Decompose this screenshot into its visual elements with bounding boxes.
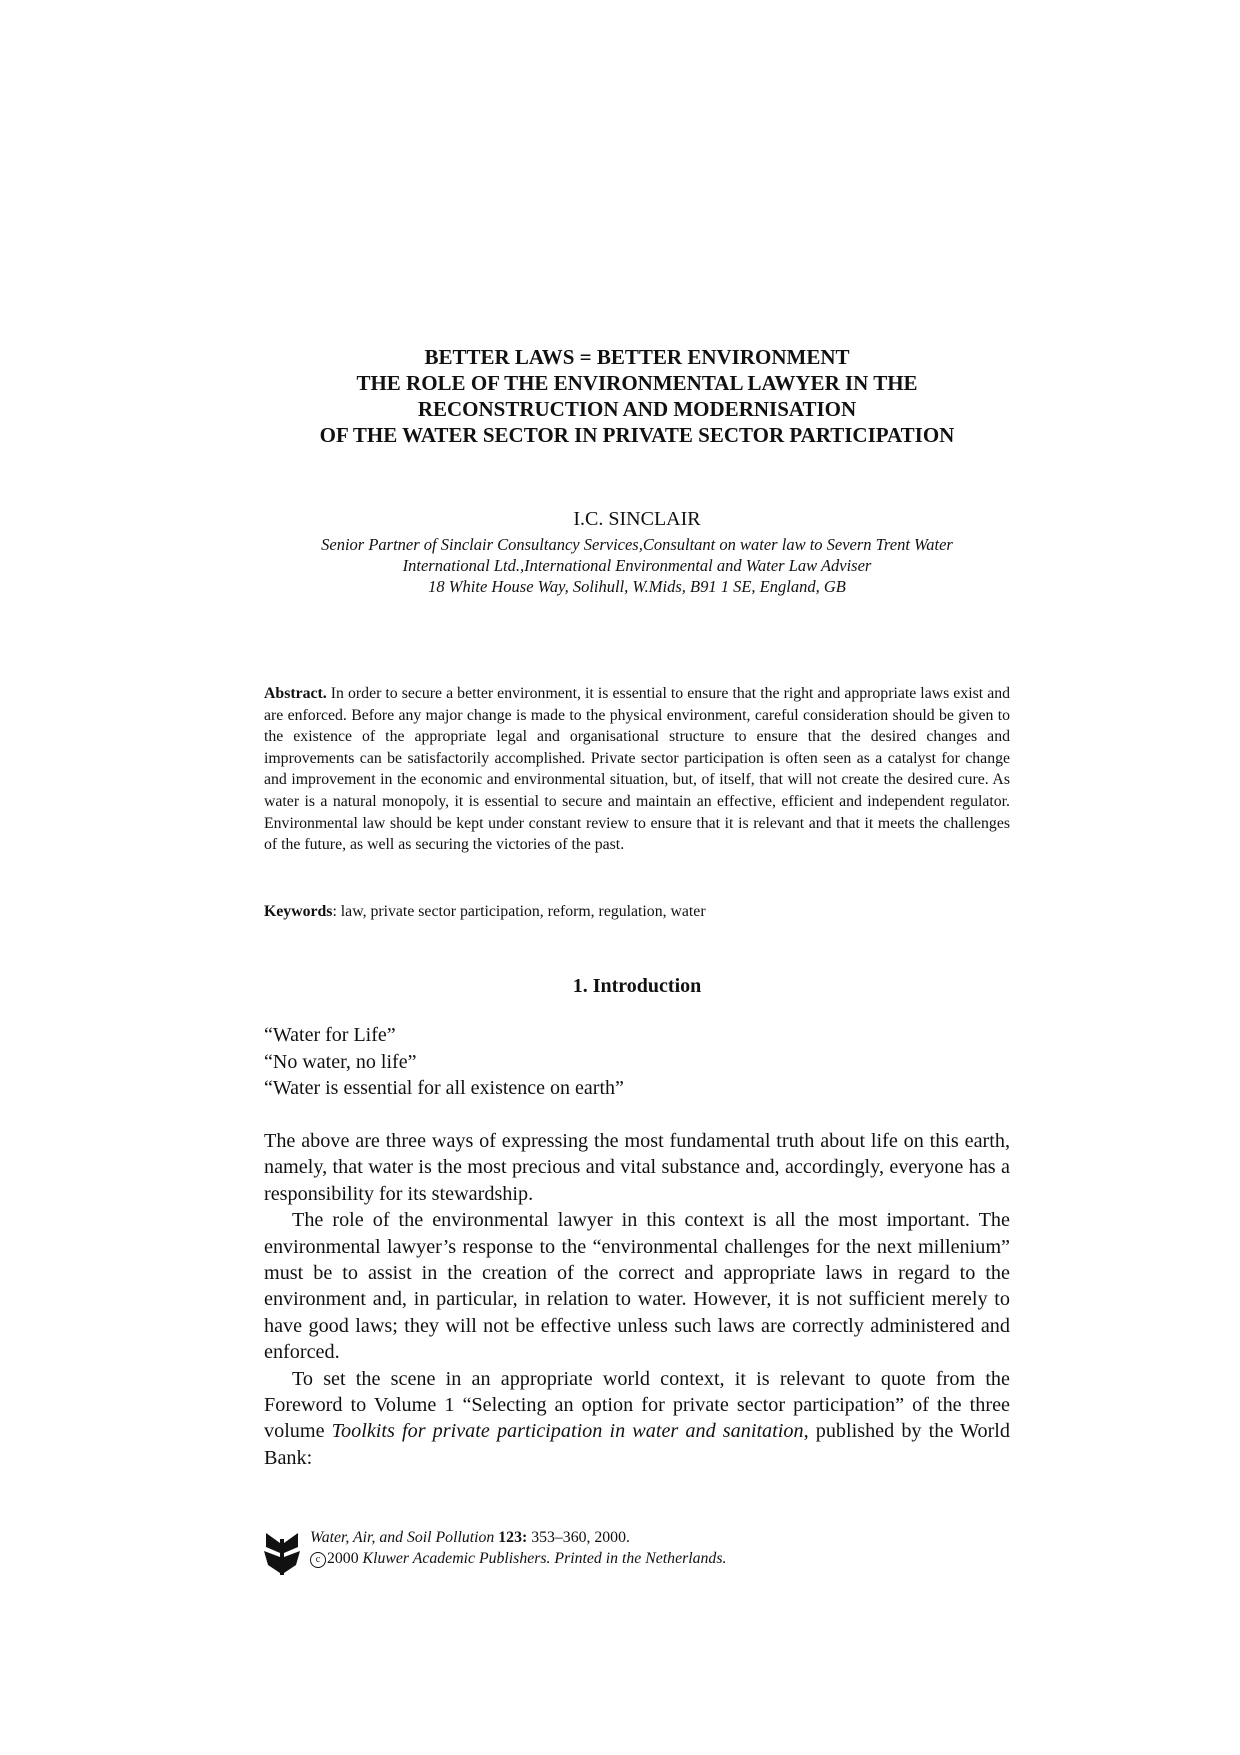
- section-heading: 1. Introduction: [572, 975, 702, 997]
- journal-footer: [264, 1527, 1010, 1577]
- abstract-label: Abstract.: [264, 685, 327, 702]
- paper-title: [264, 344, 1010, 448]
- journal-volume: 123:: [498, 1529, 528, 1546]
- title-line: RECONSTRUCTION AND MODERNISATION: [417, 397, 857, 421]
- journal-name: Water, Air, and Soil Pollution: [310, 1529, 495, 1546]
- keywords: [264, 901, 1010, 922]
- title-line: THE ROLE OF THE ENVIRONMENTAL LAWYER IN THE: [356, 371, 918, 395]
- keywords-text: : law, private sector participation, reform, regulation, water: [332, 903, 706, 920]
- affiliation-line: International Ltd.,International Environmental and Water Law Adviser: [402, 556, 872, 575]
- quote-line: “Water for Life”: [264, 1024, 396, 1046]
- body-text: [264, 1128, 1010, 1471]
- author-affiliation: [264, 534, 1010, 597]
- quote-line: “Water is essential for all existence on earth”: [264, 1077, 624, 1099]
- journal-pages: 353–360, 2000.: [527, 1529, 630, 1546]
- paragraph-2: The role of the environmental lawyer in this context is all the most important. The environmental lawyer’s response to the “environmental challenges for the next millenium” must be to assist in the creation of the correct and appropriate laws in regard to the environment and, in particular, in relation to water. However, it is not sufficient merely to have good laws; they will not be effective unless such laws are correctly administered and enforced.: [264, 1209, 1010, 1364]
- quote-line: “No water, no life”: [264, 1050, 417, 1073]
- paragraph-3: [264, 1366, 1010, 1472]
- footer-copyright: [310, 1548, 726, 1569]
- copyright-icon: c: [310, 1552, 326, 1568]
- author-name: I.C. SINCLAIR: [573, 508, 701, 530]
- title-line: OF THE WATER SECTOR IN PRIVATE SECTOR PARTICIPATION: [319, 423, 955, 447]
- publisher-logo-icon: [264, 1529, 300, 1575]
- copyright-year: 2000: [327, 1550, 359, 1567]
- paragraph-1: The above are three ways of expressing the most fundamental truth about life on this earth, namely, that water is the most precious and vital substance and, accordingly, everyone has a responsibility for its stewardship.: [264, 1130, 1010, 1205]
- abstract: [264, 683, 1010, 856]
- affiliation-line: Senior Partner of Sinclair Consultancy Services,Consultant on water law to Severn Trent Water: [321, 535, 953, 554]
- title-line: BETTER LAWS = BETTER ENVIRONMENT: [424, 345, 850, 369]
- abstract-text: In order to secure a better environment, it is essential to ensure that the right and appropriate laws exist and are enforced. Before any major change is made to the physical environment, careful consideration should be given to the existence of the appropriate legal and organisational structure to ensure that the desired changes and improvements can be satisfactorily accomplished. Private sector participation is often seen as a catalyst for change and improvement in the economic and environmental situation, but, of itself, that will not create the desired cure. As water is a natural monopoly, it is essential to secure and maintain an effective, efficient and independent regulator. Environmental law should be kept under constant review to ensure that it is relevant and that it meets the challenges of the future, as well as securing the victories of the past.: [264, 685, 1011, 854]
- paragraph-3-end: , published by the World Bank:: [264, 1420, 1011, 1469]
- quote-list: [264, 1022, 1010, 1102]
- publisher-line: Kluwer Academic Publishers. Printed in the Netherlands.: [358, 1550, 727, 1567]
- toolkits-title: Toolkits for private participation in water and sanitation: [331, 1420, 804, 1443]
- footer-citation: [310, 1527, 726, 1548]
- keywords-label: Keywords: [264, 903, 333, 920]
- affiliation-line: 18 White House Way, Solihull, W.Mids, B91 1 SE, England, GB: [428, 577, 846, 596]
- paragraph-3-start: To set the scene in an appropriate world context, it is relevant to quote from the Foreword to Volume 1 “Selecting an option for private sector participation” of the three volume: [264, 1367, 1010, 1443]
